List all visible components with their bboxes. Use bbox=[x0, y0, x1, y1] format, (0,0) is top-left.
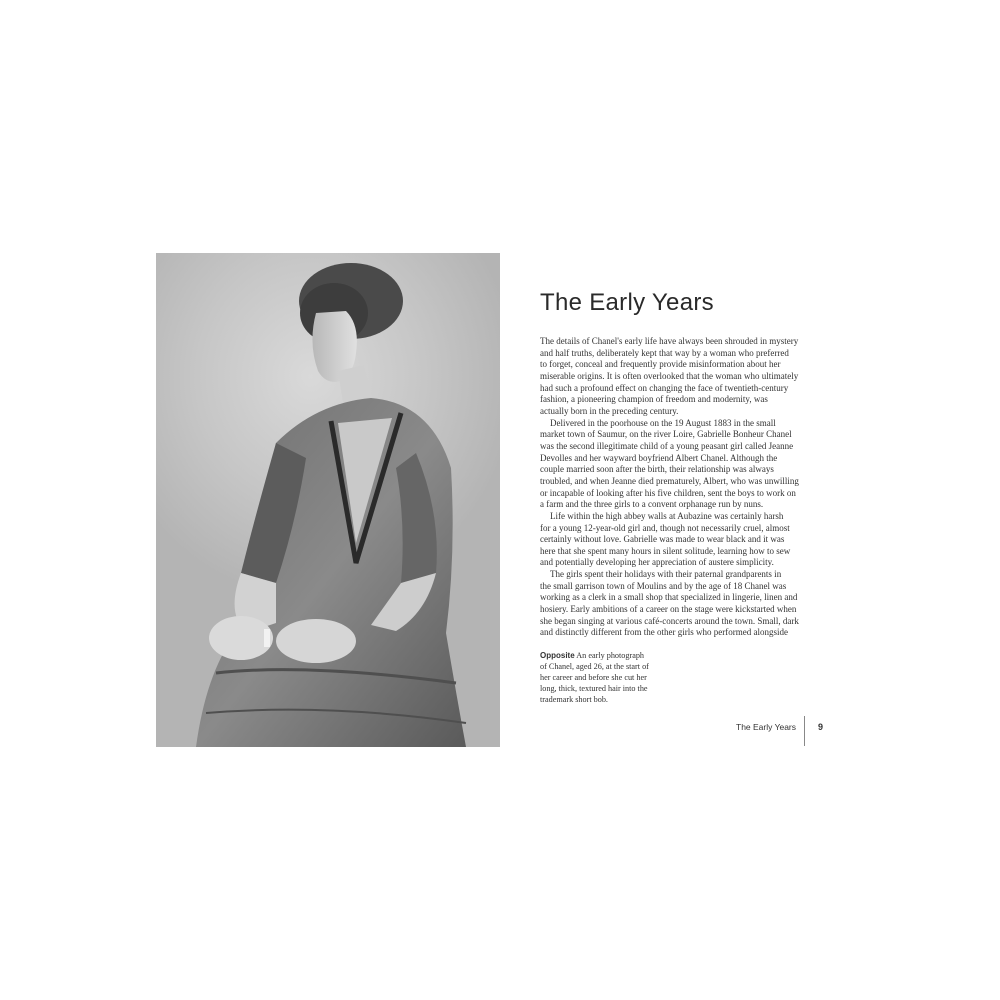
body-line: miserable origins. It is often overlooked that the woman who ultimately bbox=[540, 370, 799, 381]
caption-lead: Opposite bbox=[540, 651, 575, 660]
body-text bbox=[540, 336, 808, 639]
body-line: fashion, a pioneering champion of freedom and modernity, was bbox=[540, 394, 768, 405]
body-line: and half truths, deliberately kept that way by a woman who preferred bbox=[540, 347, 789, 358]
body-line: working as a clerk in a small shop that specialized in lingerie, linen and bbox=[540, 592, 798, 603]
body-line: the small garrison town of Moulins and by the age of 18 Chanel was bbox=[540, 580, 787, 591]
body-line: or incapable of looking after his five children, sent the boys to work on bbox=[540, 487, 796, 498]
body-line: certainly without love. Gabrielle was made to wear black and it was bbox=[540, 534, 785, 545]
portrait-photograph bbox=[156, 253, 500, 747]
body-line: The girls spent their holidays with their paternal grandparents in bbox=[550, 569, 782, 580]
body-line: hosiery. Early ambitions of a career on the stage were kickstarted when bbox=[540, 604, 797, 615]
running-head: The Early Years bbox=[736, 722, 797, 732]
body-line: for a young 12-year-old girl and, though not necessarily cruel, almost bbox=[540, 522, 790, 533]
folio-divider bbox=[804, 716, 805, 746]
body-line: and potentially developing her appreciation of austere simplicity. bbox=[540, 557, 774, 568]
body-line: had such a profound effect on changing the face of twentieth-century bbox=[540, 382, 789, 393]
body-line: troubled, and when Jeanne died prematurely, Albert, who was unwilling bbox=[540, 475, 799, 486]
body-line: was the second illegitimate child of a young peasant girl called Jeanne bbox=[540, 440, 794, 451]
body-line: here that she spent many hours in silent solitude, learning how to sew bbox=[540, 545, 791, 556]
caption-line: her career and before she cut her bbox=[540, 673, 647, 682]
body-line: The details of Chanel's early life have always been shrouded in mystery bbox=[540, 336, 799, 346]
caption-text: An early photograph bbox=[574, 651, 645, 660]
caption-line: long, thick, textured hair into the bbox=[540, 684, 648, 693]
body-line: to forget, conceal and frequently provide misinformation about her bbox=[540, 359, 781, 370]
body-line: Life within the high abbey walls at Aubazine was certainly harsh bbox=[550, 510, 784, 521]
body-line: couple married soon after the birth, their relationship was always bbox=[540, 464, 774, 475]
page-number: 9 bbox=[818, 722, 824, 732]
body-line: Delivered in the poorhouse on the 19 August 1883 in the small bbox=[550, 417, 776, 428]
body-line: Devolles and her wayward boyfriend Albert Chanel. Although the bbox=[540, 452, 778, 463]
caption-line: of Chanel, aged 26, at the start of bbox=[540, 662, 649, 671]
body-line: and distinctly different from the other girls who performed alongside bbox=[540, 627, 789, 638]
caption-line: trademark short bob. bbox=[540, 695, 608, 704]
photo-caption bbox=[540, 650, 670, 705]
caption-line bbox=[540, 650, 670, 661]
body-line: actually born in the preceding century. bbox=[540, 405, 679, 416]
portrait-illustration bbox=[156, 253, 500, 747]
chapter-title: The Early Years bbox=[540, 289, 714, 316]
body-line: market town of Saumur, on the river Loire, Gabrielle Bonheur Chanel bbox=[540, 429, 792, 440]
body-line: she began singing at various café-concerts around the town. Small, dark bbox=[540, 615, 799, 626]
body-line: a farm and the three girls to a convent orphanage run by nuns. bbox=[540, 499, 764, 510]
